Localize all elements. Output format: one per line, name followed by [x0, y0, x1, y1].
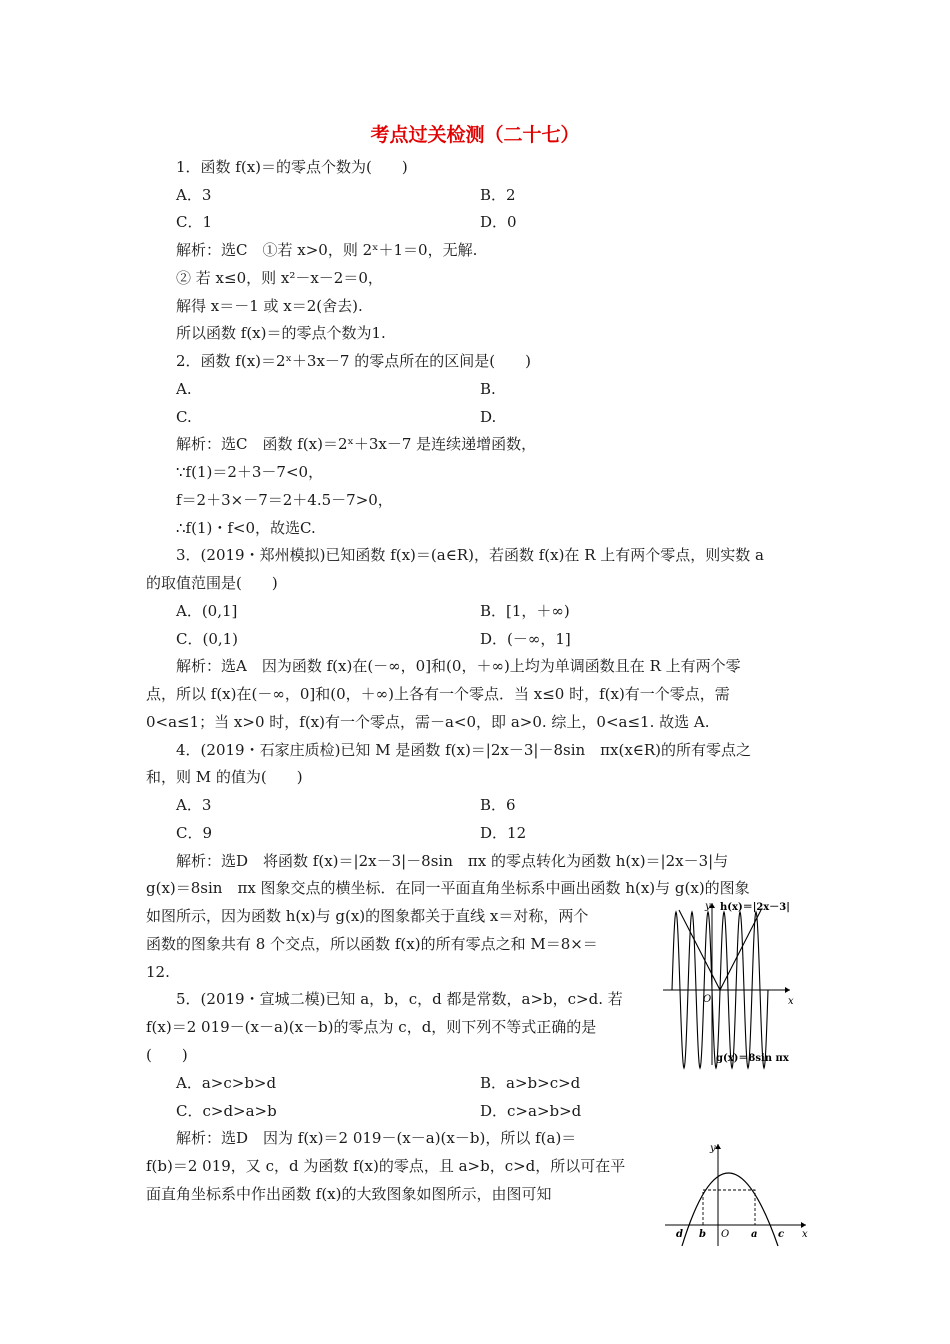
- q1-solution-line: ② 若 x≤0，则 x²－x－2＝0，: [176, 269, 383, 287]
- page-title: 考点过关检测（二十七）: [370, 124, 580, 146]
- q2-option-c: C.: [176, 408, 192, 426]
- q4-solution-line: 如图所示，因为函数 h(x)与 g(x)的图象都关于直线 x＝对称，两个: [146, 907, 589, 925]
- point-label-b: b: [699, 1229, 706, 1240]
- q5-option-a: A．a>c>b>d: [176, 1074, 277, 1092]
- q2-option-a: A.: [176, 380, 192, 398]
- q2-solution-line: f＝2＋3×－7＝2＋4.5－7>0，: [176, 491, 393, 509]
- q3-option-a: A．(0,1]: [176, 602, 238, 620]
- x-axis-arrow-icon: [801, 1222, 806, 1228]
- q1-option-d: D．0: [480, 213, 517, 231]
- y-axis-label: y: [710, 1143, 716, 1154]
- q3-solution-line: 0<a≤1；当 x>0 时，f(x)有一个零点，需－a<0，即 a>0. 综上，0<a≤1. 故选 A.: [146, 713, 710, 731]
- q4-stem: 和，则 M 的值为( ): [146, 768, 303, 786]
- parabola-curve: [682, 1173, 778, 1246]
- q2-solution-line: ∵f(1)＝2＋3－7<0，: [176, 463, 324, 481]
- q4-solution-line: g(x)＝8sin πx 图象交点的横坐标．在同一平面直角坐标系中画出函数 h(x)与 g(x)的图象: [146, 879, 750, 897]
- q5-solution-line: f(b)＝2 019，又 c，d 为函数 f(x)的零点，且 a>b，c>d，所以可在平: [146, 1157, 626, 1175]
- q5-solution-line: 解析：选D 因为 f(x)＝2 019－(x－a)(x－b)，所以 f(a)＝: [176, 1129, 577, 1147]
- q1-option-c: C．1: [176, 213, 213, 231]
- figure-h-g-graph: [660, 895, 800, 1070]
- q4-option-b: B．6: [480, 796, 516, 814]
- q4-solution-line: 12.: [146, 963, 170, 981]
- point-label-a: a: [751, 1229, 758, 1240]
- q5-stem: ( ): [146, 1046, 188, 1064]
- q4-solution-line: 解析：选D 将函数 f(x)＝|2x－3|－8sin πx 的零点转化为函数 h(x)＝|2x－3|与: [176, 852, 729, 870]
- q5-option-c: C．c>d>a>b: [176, 1102, 277, 1120]
- q5-solution-line: 面直角坐标系中作出函数 f(x)的大致图象如图所示，由图可知: [146, 1185, 552, 1203]
- q2-solution-line: 解析：选C 函数 f(x)＝2ˣ＋3x－7 是连续递增函数，: [176, 435, 537, 453]
- x-axis-label: x: [802, 1229, 808, 1240]
- q2-solution-line: ∴f(1)・f<0，故选C.: [176, 519, 316, 537]
- q4-option-c: C．9: [176, 824, 213, 842]
- q5-stem: f(x)＝2 019－(x－a)(x－b)的零点为 c，d，则下列不等式正确的是: [146, 1018, 597, 1036]
- q1-option-a: A．3: [176, 186, 212, 204]
- q3-option-b: B．[1，＋∞): [480, 602, 570, 620]
- q3-solution-line: 点，所以 f(x)在(－∞，0]和(0，＋∞)上各有一个零点．当 x≤0 时，f(x)有一个零点，需: [146, 685, 730, 703]
- q1-option-b: B．2: [480, 186, 516, 204]
- q1-solution-line: 解得 x＝－1 或 x＝2(舍去).: [176, 297, 363, 315]
- q3-option-c: C．(0,1): [176, 630, 239, 648]
- y-axis-arrow-icon: [715, 1144, 721, 1149]
- q1-solution-line: 解析：选C ①若 x>0，则 2ˣ＋1＝0，无解.: [176, 241, 478, 259]
- q1-solution-line: 所以函数 f(x)＝的零点个数为1.: [176, 324, 386, 342]
- dashed-level-line: [703, 1190, 755, 1225]
- q4-stem: 4．(2019・石家庄质检)已知 M 是函数 f(x)＝|2x－3|－8sin πx(x∈R)的所有零点之: [176, 741, 752, 759]
- point-label-d: d: [676, 1229, 683, 1240]
- q2-option-d: D.: [480, 408, 497, 426]
- origin-label: O: [703, 994, 712, 1005]
- q3-stem: 的取值范围是( ): [146, 574, 278, 592]
- q4-solution-line: 函数的图象共有 8 个交点，所以函数 f(x)的所有零点之和 M＝8×＝: [146, 935, 598, 953]
- figure-parabola-graph: [660, 1138, 812, 1250]
- point-label-c: c: [778, 1229, 785, 1240]
- y-axis-label: y: [705, 901, 711, 912]
- q2-stem: 2．函数 f(x)＝2ˣ＋3x－7 的零点所在的区间是( ): [176, 352, 531, 370]
- x-axis-label: x: [788, 996, 794, 1007]
- q5-stem: 5．(2019・宣城二模)已知 a，b，c，d 都是常数，a>b，c>d. 若: [176, 990, 623, 1008]
- q4-option-a: A．3: [176, 796, 212, 814]
- q1-stem: 1．函数 f(x)＝的零点个数为( ): [176, 158, 408, 176]
- q3-stem: 3．(2019・郑州模拟)已知函数 f(x)＝(a∈R)，若函数 f(x)在 R 上有两个零点，则实数 a: [176, 546, 764, 564]
- q3-solution-line: 解析：选A 因为函数 f(x)在(－∞，0]和(0，＋∞)上均为单调函数且在 R 上有两个零: [176, 657, 741, 675]
- g-function-label: g(x)＝8sin πx: [716, 1053, 789, 1064]
- q5-option-d: D．c>a>b>d: [480, 1102, 582, 1120]
- q4-option-d: D．12: [480, 824, 527, 842]
- q5-option-b: B．a>b>c>d: [480, 1074, 581, 1092]
- h-function-label: h(x)＝|2x－3|: [720, 902, 790, 913]
- origin-label: O: [721, 1229, 730, 1240]
- x-axis-arrow-icon: [785, 987, 790, 993]
- q2-option-b: B.: [480, 380, 496, 398]
- q3-option-d: D．(－∞，1]: [480, 630, 571, 648]
